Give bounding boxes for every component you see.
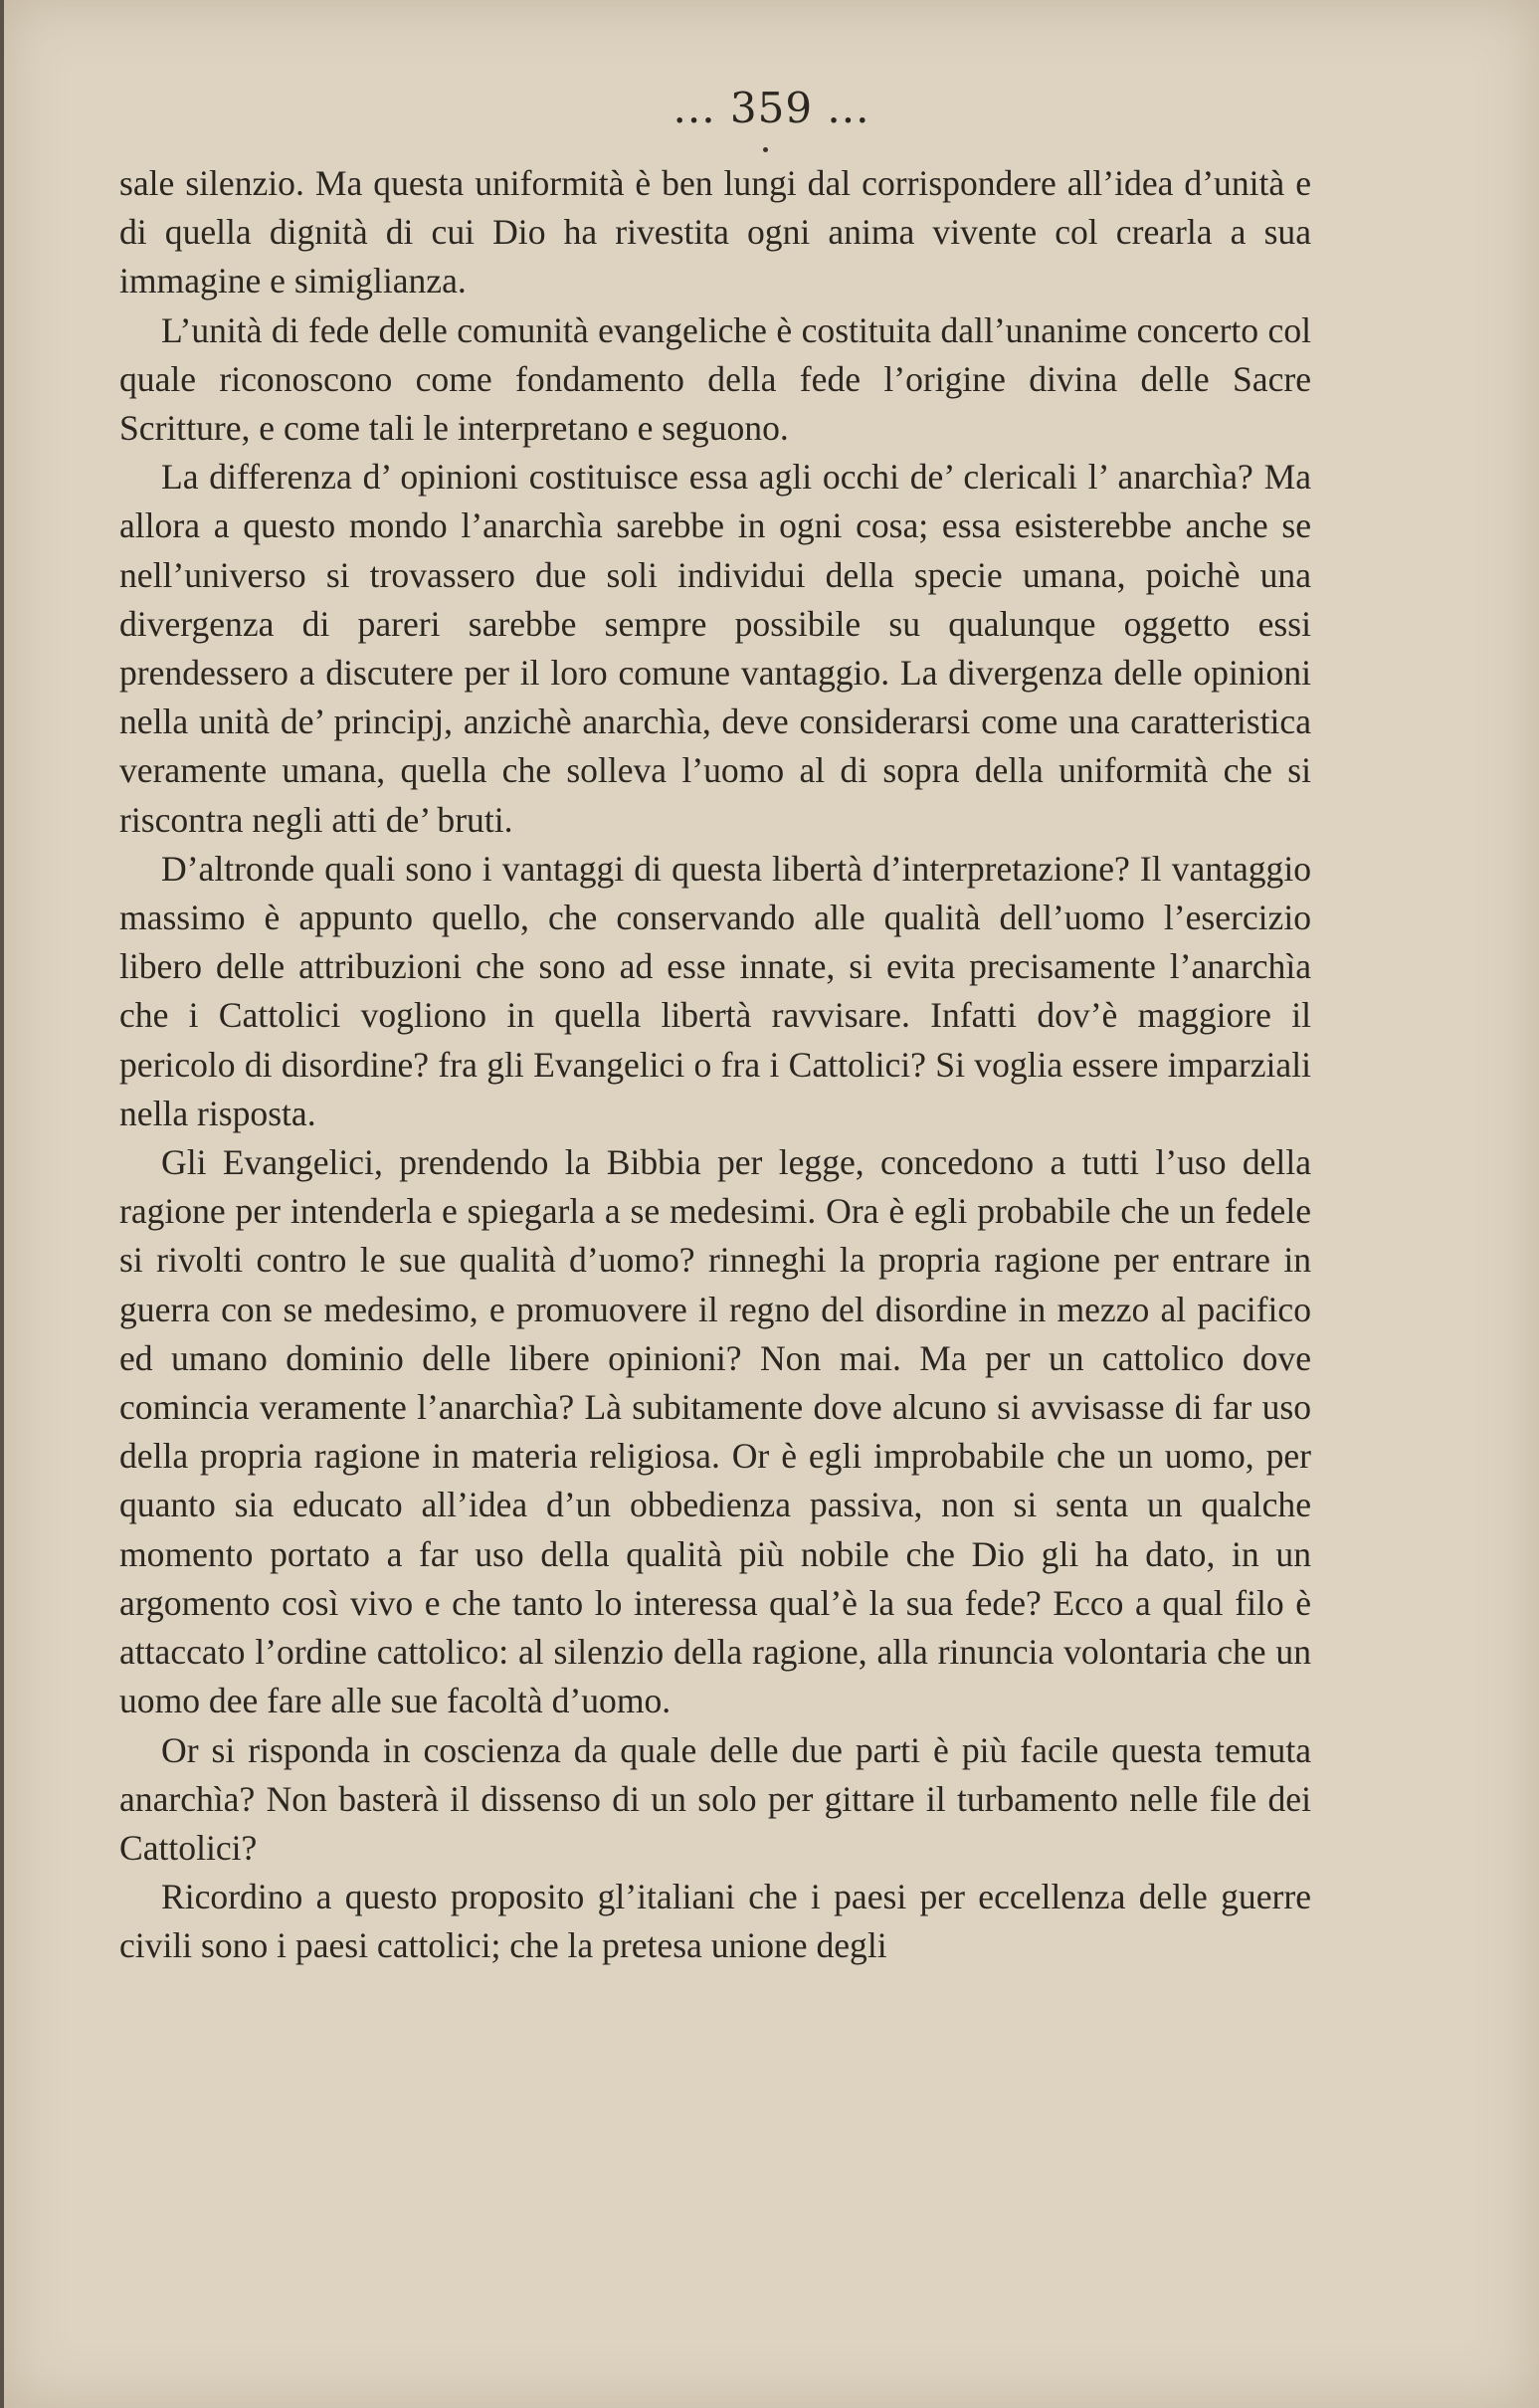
page-number-header: ... 359 ... <box>673 84 870 132</box>
paragraph: Or si risponda in coscienza da quale delle due parti è più facile questa temuta anarchìa? Non basterà il dissenso di un solo per gittare il turbamento nelle file dei Cattolici? <box>119 1729 1311 1868</box>
paragraph: La differenza d’ opinioni costituisce essa agli occhi de’ clericali l’ anarchìa? Ma allora a questo mondo l’anarchìa sarebbe in ogni cosa; essa esisterebbe anche se nell’universo si trovassero due soli individui della specie umana, poichè una divergenza di pareri sarebbe sempre possibile su qualunque oggetto essi prendessero a discutere per il loro comune vantaggio. La divergenza delle opinioni nella unità de’ principj, anzichè anarchìa, deve considerarsi come una caratteristica veramente umana, quella che solleva l’uomo al di sopra della uniformità che si riscontra negli atti de’ bruti. <box>119 457 1311 840</box>
page-body <box>119 159 1311 1971</box>
paragraph-continued: sale silenzio. Ma questa uniformità è ben lungi dal corrispondere all’idea d’unità e di quella dignità di cui Dio ha rivestita ogni anima vivente col crearla a sua immagine e simiglianza. <box>119 163 1311 301</box>
paragraph: Ricordino a questo proposito gl’italiani che i paesi per eccellenza delle guerre civili sono i paesi cattolici; che la pretesa unione degli <box>119 1877 1311 1966</box>
printer-dot <box>763 147 768 152</box>
paragraph: D’altronde quali sono i vantaggi di questa libertà d’interpretazione? Il vantaggio massimo è appunto quello, che conservando alle qualità dell’uomo l’esercizio libero delle attribuzioni che sono ad esse innate, si evita precisamente l’anarchìa che i Cattolici vogliono in quella libertà ravvisare. Infatti dov’è maggiore il pericolo di disordine? fra gli Evangelici o fra i Cattolici? Si voglia essere imparziali nella risposta. <box>119 848 1311 1133</box>
paragraph: Gli Evangelici, prendendo la Bibbia per legge, concedono a tutti l’uso della ragione per intenderla e spiegarla a se medesimi. Ora è egli probabile che un fedele si rivolti contro le sue qualità d’uomo? rinneghi la propria ragione per entrare in guerra con se medesimo, e promuovere il regno del disordine in mezzo al pacifico ed umano dominio delle libere opinioni? Non mai. Ma per un cattolico dove comincia veramente l’anarchìa? Là subitamente dove alcuno si avvisasse di far uso della propria ragione in materia religiosa. Or è egli improbabile che un uomo, per quanto sia educato all’idea d’un obbedienza passiva, non si senta un qualche momento portato a far uso della qualità più nobile che Dio gli ha dato, in un argomento così vivo e che tanto lo interessa qual’è la sua fede? Ecco a qual filo è attaccato l’ordine cattolico: al silenzio della ragione, alla rinuncia volontaria che un uomo dee fare alle sue facoltà d’uomo. <box>119 1142 1311 1721</box>
book-page <box>4 0 1539 2408</box>
paragraph: L’unità di fede delle comunità evangeliche è costituita dall’unanime concerto col quale riconoscono come fondamento della fede l’origine divina delle Sacre Scritture, e come tali le interpretano e seguono. <box>119 309 1311 449</box>
